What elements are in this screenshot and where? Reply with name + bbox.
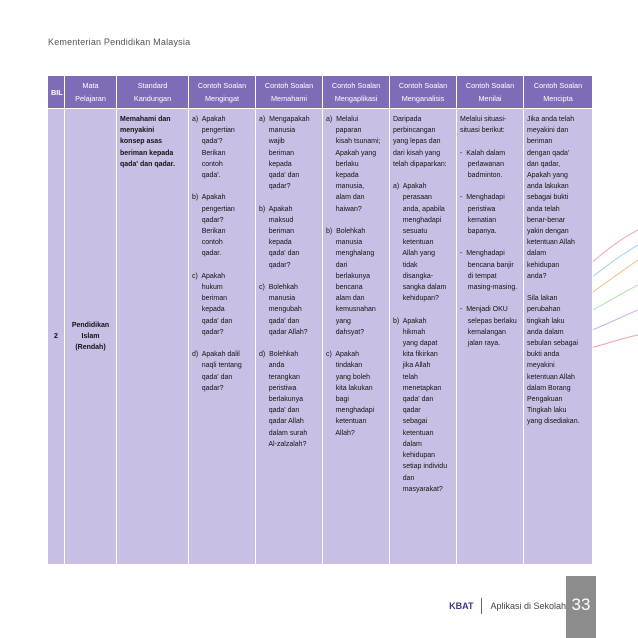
page-footer [449, 598, 566, 614]
page-number: 33 [566, 576, 596, 638]
header-mengingat: Contoh Soalan Mengingat [189, 76, 256, 109]
header-standard-kandungan: Standard Kandungan [117, 76, 189, 109]
header-memahami: Contoh Soalan Memahami [256, 76, 323, 109]
cell-memahami: a) Mengapakah manusia wajib beriman kepada qada' dan qadar? b) Apakah maksud beriman kepada qada' dan qadar? c) Bolehkah manusia mengubah qada' dan qadar Allah? d) Bolehkah anda terangkan peristiwa berlakunya qada' dan qadar Allah dalam surah Al-zalzalah? [256, 109, 323, 565]
table-row [48, 109, 593, 565]
cell-bil: 2 [48, 109, 65, 565]
table-header-row [48, 76, 593, 109]
cell-menganalisis: Daripada perbincangan yang lepas dan dari kisah yang telah dipaparkan: a) Apakah perasaan anda, apabila menghadapi sesuatu ketentuan Allah yang tidak disangka- sangka dalam kehidupan? b) Apakah hikmah yang dapat kita fikirkan jika Allah telah menetapkan qada' dan qadar sebagai ketentuan dalam kehidupan setiap individu dan masyarakat? [390, 109, 457, 565]
cell-mengaplikasi: a) Melalui paparan kisah tsunami; Apakah yang berlaku kepada manusia, alam dan haiwan? b) Bolehkah manusia menghalang dari berlakunya bencana alam dan kemusnahan yang dahsyat? c) Apakah tindakan yang boleh kita lakukan bagi menghadapi ketentuan Allah? [323, 109, 390, 565]
header-mengaplikasi: Contoh Soalan Mengaplikasi [323, 76, 390, 109]
header-bil: BIL [48, 76, 65, 109]
kbat-question-table [47, 75, 593, 565]
header-menilai: Contoh Soalan Menilai [457, 76, 524, 109]
header-mata-pelajaran: Mata Pelajaran [65, 76, 117, 109]
footer-divider [481, 598, 482, 614]
footer-subtitle: Aplikasi di Sekolah [490, 601, 566, 611]
header-menganalisis: Contoh Soalan Menganalisis [390, 76, 457, 109]
cell-menilai: Melalui situasi- situasi berikut: - Kalah dalam perlawanan badminton. - Menghadapi peristiwa kematian bapanya. - Menghadapi bencana banjir di tempat masing-masing. - Menjadi OKU selepas berlaku kemalangan jalan raya. [457, 109, 524, 565]
cell-mengingat: a) Apakah pengertian qada'? Berikan contoh qada'. b) Apakah pengertian qadar? Berikan contoh qadar. c) Apakah hukum beriman kepada qada' dan qadar? d) Apakah dalil naqli tentang qada' dan qadar? [189, 109, 256, 565]
cell-mata-pelajaran: Pendidikan Islam (Rendah) [65, 109, 117, 565]
header-mencipta: Contoh Soalan Mencipta [524, 76, 593, 109]
footer-kbat-label: KBAT [449, 601, 474, 611]
cell-mencipta: Jika anda telah meyakini dan beriman dengan qada' dan qadar, Apakah yang anda lakukan sebagai bukti anda telah benar-benar yakin dengan ketentuan Allah dalam kehidupan anda? Sila lakan perubahan tingkah laku anda dalam sebulan sebagai bukti anda meyakini ketentuan Allah dalam Borang Pengakuan Tingkah laku yang disediakan. [524, 109, 593, 565]
page-header-title: Kementerian Pendidikan Malaysia [48, 37, 191, 47]
cell-standard-kandungan: Memahami dan menyakini konsep asas beriman kepada qada' dan qadar. [117, 109, 189, 565]
